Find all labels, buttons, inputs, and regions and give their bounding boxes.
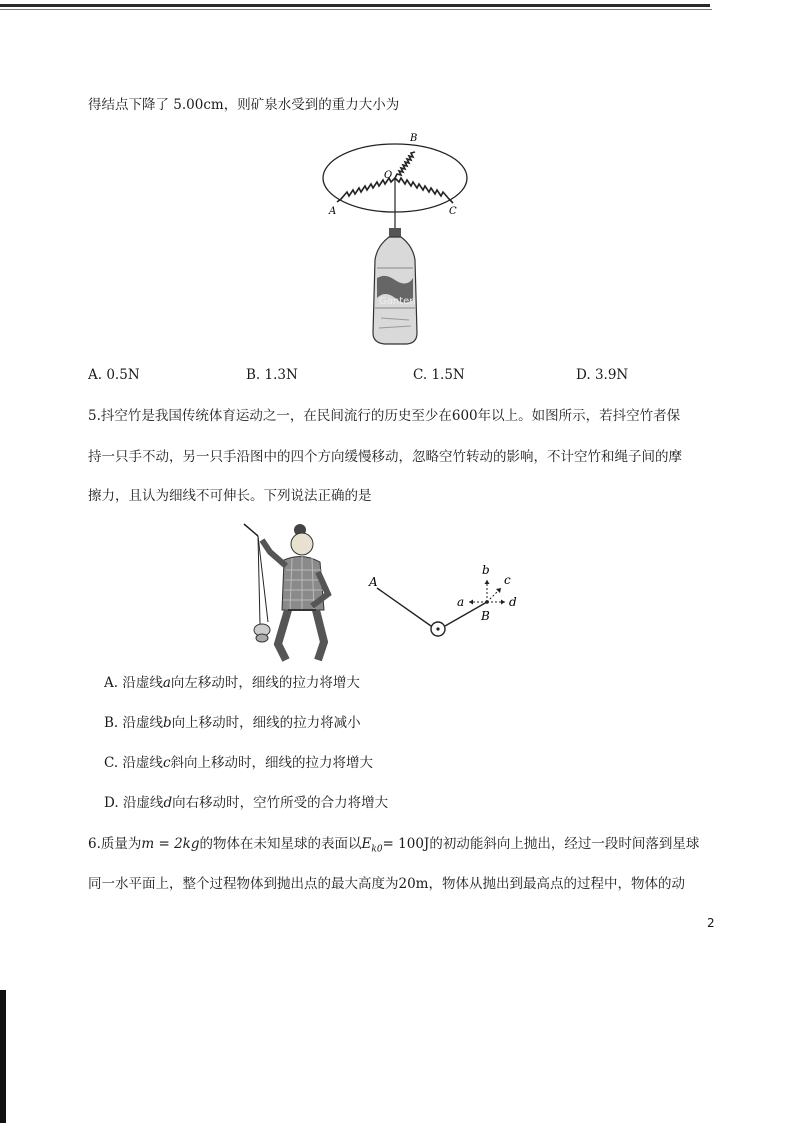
- q5-stem-line-2: 持一只手不动，另一只手沿图中的四个方向缓慢移动，忽略空竹转动的影响，不计空竹和绳子间的摩: [88, 449, 682, 465]
- label-a: a: [457, 595, 465, 609]
- label-b: B: [410, 133, 418, 144]
- arrow-a: [469, 600, 473, 605]
- mineral-water-bottle: [373, 228, 417, 344]
- q5-diabolo-player-figure: [238, 514, 338, 664]
- label-d: d: [509, 595, 517, 609]
- string-left: [377, 588, 431, 626]
- q4-option-c[interactable]: C. 1.5N: [413, 367, 465, 383]
- label-A: A: [369, 575, 378, 589]
- q5-option-b[interactable]: B. 沿虚线b向上移动时，细线的拉力将减小: [104, 715, 361, 731]
- q5-string-diagram: [365, 560, 535, 645]
- q5-option-a[interactable]: A. 沿虚线a向左移动时，细线的拉力将增大: [104, 675, 360, 691]
- arrow-d: [501, 600, 505, 605]
- label-c: c: [504, 573, 511, 587]
- bottle-label: Ganten: [379, 296, 416, 307]
- spring-oa: [337, 178, 395, 202]
- label-o: O: [384, 170, 393, 181]
- q4-spring-bottle-figure: [315, 128, 475, 353]
- q5-stem-line-1: 5.抖空竹是我国传统体育运动之一，在民间流行的历史至少在600年以上。如图所示，若抖空竹者保: [88, 408, 681, 424]
- q4-option-b[interactable]: B. 1.3N: [246, 367, 298, 383]
- q5-stem-line-3: 擦力，且认为细线不可伸长。下列说法正确的是: [88, 488, 372, 504]
- label-b: b: [482, 563, 490, 577]
- label-a: A: [329, 206, 337, 217]
- label-B: B: [481, 609, 490, 623]
- q4-option-a[interactable]: A. 0.5N: [88, 367, 140, 383]
- spring-ob: [395, 152, 415, 178]
- arrow-b: [485, 580, 490, 584]
- q6-stem-line-1: 6.质量为m = 2kg的物体在未知星球的表面以$E_{k0}= 100J$的初动能斜向上抛出，经过一段时间落到星球: [88, 836, 700, 855]
- q5-option-d[interactable]: D. 沿虚线d向右移动时，空竹所受的合力将增大: [104, 795, 389, 811]
- q5-option-c[interactable]: C. 沿虚线c斜向上移动时，细线的拉力将增大: [104, 755, 373, 771]
- label-c: C: [449, 206, 457, 217]
- spring-oc: [395, 178, 453, 203]
- page-number: 2: [707, 916, 715, 930]
- player-illustration: [244, 524, 328, 660]
- scan-top-border: [0, 4, 710, 7]
- scan-left-edge-mark: [0, 990, 6, 1123]
- q4-stem-tail: 得结点下降了 5.00cm，则矿泉水受到的重力大小为: [88, 97, 400, 113]
- q6-stem-line-2: 同一水平面上，整个过程物体到抛出点的最大高度为20m，物体从抛出到最高点的过程中，物体的动: [88, 876, 685, 892]
- scan-top-border-thin: [0, 9, 712, 10]
- q4-option-d[interactable]: D. 3.9N: [576, 367, 629, 383]
